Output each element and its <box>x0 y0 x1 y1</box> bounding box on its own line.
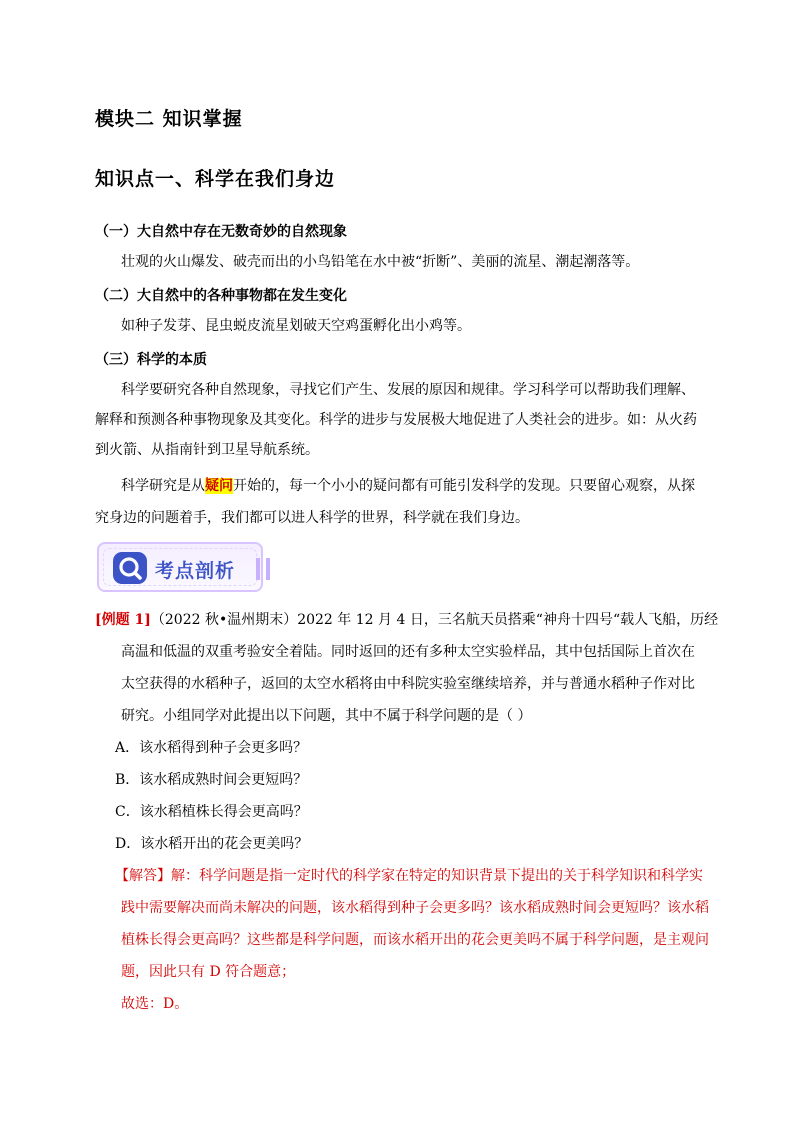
badge-label: 考点剖析 <box>155 560 236 582</box>
highlight-question: 疑问 <box>205 478 233 494</box>
example-line-3: 太空获得的水稻种子，返回的太空水稻将由中科院实验室继续培养，并与普通水稻种子作对比 <box>121 676 695 692</box>
answer-final: 故选：D。 <box>121 996 189 1012</box>
answer-line-2: 践中需要解决而尚未解决的问题，该水稻得到种子会更多吗？该水稻成熟时间会更短吗？该水稻 <box>121 900 709 916</box>
answer-line-3: 植株长得会更高吗？这些都是科学问题，而该水稻开出的花会更美吗不属于科学问题，是主观问 <box>121 932 709 948</box>
paragraph-2: 如种子发芽、昆虫蜕皮流星划破天空鸡蛋孵化出小鸡等。 <box>121 318 471 334</box>
section-title: 知识点一、科学在我们身边 <box>95 168 336 190</box>
answer-line-4: 题，因此只有 D 符合题意； <box>121 964 296 980</box>
paragraph-4-post: 开始的，每一个小小的疑问都有可能引发科学的发现。只要留心观察，从探 <box>233 478 695 494</box>
subheading-2: （二）大自然中的各种事物都在发生变化 <box>95 288 347 304</box>
answer-line-1 <box>115 866 703 886</box>
option-a: A．该水稻得到种子会更多吗？ <box>115 740 308 756</box>
paragraph-4-line-1 <box>121 476 695 496</box>
example-text-1: （2022 秋•温州期末）2022 年 12 月 4 日，三名航天员搭乘“神舟十四号“载人飞船，历经 <box>150 612 719 628</box>
answer-label: 【解答】 <box>115 868 171 884</box>
option-c: C．该水稻植株长得会更高吗？ <box>115 804 308 820</box>
subheading-1: （一）大自然中存在无数奇妙的自然现象 <box>95 224 347 240</box>
answer-text-1: 解：科学问题是指一定时代的科学家在特定的知识背景下提出的关于科学知识和科学实 <box>171 868 703 884</box>
option-b: B．该水稻成熟时间会更短吗？ <box>115 772 308 788</box>
option-d: D．该水稻开出的花会更美吗？ <box>115 836 309 852</box>
paragraph-4-pre: 科学研究是从 <box>121 478 205 494</box>
module-title: 模块二 知识掌握 <box>95 108 243 130</box>
example-line-1 <box>95 610 718 630</box>
paragraph-3-line-2: 解释和预测各种事物现象及其变化。科学的进步与发展极大地促进了人类社会的进步。如：从火药 <box>95 412 697 428</box>
paragraph-4-line-2: 究身边的问题着手，我们都可以进人科学的世界，科学就在我们身边。 <box>95 510 529 526</box>
example-line-4: 研究。小组同学对此提出以下问题，其中不属于科学问题的是（ ） <box>121 708 532 724</box>
magnifier-icon <box>111 548 151 588</box>
example-line-2: 高温和低温的双重考验安全着陆。同时返回的还有多种太空实验样品，其中包括国际上首次在 <box>121 644 695 660</box>
paragraph-3-line-1: 科学要研究各种自然现象，寻找它们产生、发展的原因和规律。学习科学可以帮助我们理解、 <box>121 382 695 398</box>
subheading-3: （三）科学的本质 <box>95 352 207 368</box>
example-tag: [例题 1] <box>95 612 151 628</box>
paragraph-1: 壮观的火山爆发、破壳而出的小鸟铅笔在水中被“折断”、美丽的流星、潮起潮落等。 <box>121 254 640 270</box>
paragraph-3-line-3: 到火箭、从指南针到卫星导航系统。 <box>95 442 319 458</box>
exam-analysis-badge <box>97 542 263 592</box>
